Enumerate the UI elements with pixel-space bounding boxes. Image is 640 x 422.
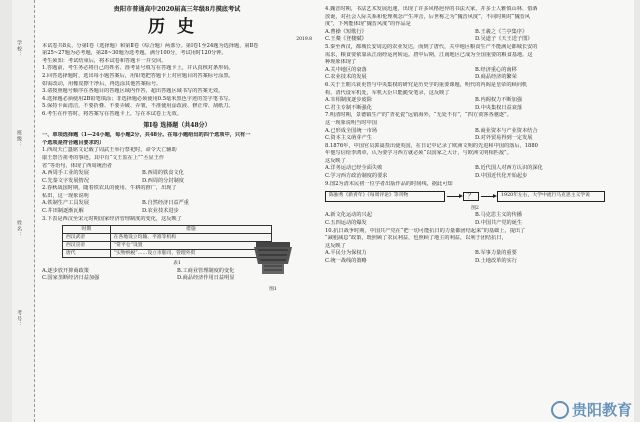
q8-stem: 这反映了 xyxy=(325,157,346,164)
timeline-diagram xyxy=(325,191,625,202)
q1-option-c[interactable]: C.先秦文字发展情况 xyxy=(42,177,89,184)
q8-options-row xyxy=(325,173,625,181)
q6-options-row xyxy=(325,97,625,105)
q1-stem: 康王祭告祖考的事迹。其中有“文王监在上”“丕显王作 xyxy=(42,154,165,161)
arrow-right-icon xyxy=(447,196,461,197)
q1-stem: 1.西周天亡簋铭文记载了周武王举行祭祀时，命令天亡辅助 xyxy=(42,147,177,154)
q10-options-row xyxy=(325,250,625,258)
q2-options-row xyxy=(42,200,242,208)
note-line: 2.回答选择题时，选出每小题答案后，用铅笔把答题卡上对应题目的答案标号涂黑。 xyxy=(42,72,234,79)
q5-stem: 5.秦至西汉，都城长安周边的农业发达，而到了唐代，关中地区粮食生产不能满足都城长安的 xyxy=(325,43,538,50)
margin-name: 姓名： xyxy=(16,220,22,238)
q6-stem: 6.关于王朝兴衰更替与中央集权的研究是历史学的重要课题，明代的内阁是皇帝的顾问机 xyxy=(325,81,528,88)
table-cell: 在各地设立均输、平准等机构 xyxy=(110,234,271,242)
q7-options-row xyxy=(325,128,625,136)
q4-option-d[interactable]: D.吴道子《天王送子图》 xyxy=(475,36,533,43)
q8-stem: 8.1876年，中国官员郭嵩焘出使英国，在日记中记录了欧洲文明的先进和中国的落后，1880 xyxy=(325,142,538,149)
q2-option-a[interactable]: A.铁制生产工具发展 xyxy=(42,200,89,207)
q9-option-b[interactable]: B.马克思主义的传播 xyxy=(475,212,522,219)
arrow-right-icon xyxy=(481,196,495,197)
q1-option-d[interactable]: D.西周的分封制度 xyxy=(142,177,184,184)
figure-caption: 图1 xyxy=(269,287,277,292)
q5-option-b[interactable]: B.经济重心的南移 xyxy=(475,66,517,73)
note-line: 3.请按照题号顺序在各题目的答题区域内作答，超出答题区域书写的答案无效。 xyxy=(42,88,224,95)
q10-stem: “减租减息”政策，既照顾了农民利益，也照顾了地主的利益，以利于团结抗日， xyxy=(325,235,507,242)
q7-option-d[interactable]: D.对外贸易得到一定发展 xyxy=(475,135,533,142)
q5-option-c[interactable]: C.农业技术的发展 xyxy=(325,74,367,81)
instruction-line: 一、单项选择题（1—24小题，每小题2分，共48分。在每小题给出的四个选项中，只有一 xyxy=(42,132,251,139)
q8-option-b[interactable]: B.近代国人对西方认识的深化 xyxy=(475,165,543,172)
q10-options-row xyxy=(325,258,625,266)
watermark xyxy=(551,399,632,420)
table-cell: 西汉武帝 xyxy=(63,234,111,242)
q1-option-a[interactable]: A.西周手工业的发展 xyxy=(42,170,89,177)
q4-option-a[interactable]: A.曹操《短歌行》 xyxy=(325,28,367,35)
q1-options-row xyxy=(42,170,242,178)
q2-option-c[interactable]: C.井田制逐渐瓦解 xyxy=(42,208,84,215)
q10-stem: 10.抗日战争时期，中国共产党在“把一切可能抗日的力量都团结起来”的基础上，提出了 xyxy=(325,227,526,234)
q3-option-a[interactable]: A.逐步放开抑商政策 xyxy=(42,267,89,274)
q3-option-b[interactable]: B.工商业管理制度的变化 xyxy=(177,267,235,274)
binding-margin xyxy=(12,0,35,422)
q8-option-d[interactable]: D.中国近代化开始起步 xyxy=(475,173,528,180)
q5-stem: 种现象体现了 xyxy=(325,59,357,66)
note-line: 1.答题前，考生务必将自己的姓名、准考证号填写在答题卡上，并认真核对条形码。 xyxy=(42,65,234,72)
table-cell: 西汉宣帝 xyxy=(63,242,111,250)
margin-class: 班级： xyxy=(16,130,22,148)
table-header: 时期 xyxy=(63,226,111,234)
table-row xyxy=(63,234,272,242)
bronze-vessel-icon xyxy=(248,238,298,282)
q7-option-b[interactable]: B.商业资本与产业资本结合 xyxy=(475,127,538,134)
q2-stem: 私田，这一现象说明 xyxy=(42,192,89,199)
q4-stem: 4.魏晋时期，书法艺术发展迅速，出现了许多风格迥异的书法大家，并多士人雅慎山林、借酒 xyxy=(325,6,538,12)
table-row xyxy=(63,250,272,258)
q8-option-c[interactable]: C.学习西方政治制度的要求 xyxy=(325,173,388,180)
q5-option-a[interactable]: A.关中地区的衰落 xyxy=(325,66,367,73)
table-header: 措施 xyxy=(110,226,271,234)
q4-options-row xyxy=(325,36,625,44)
note-line: 5.保持卡面清洁，不要折叠、不要弄破、弄皱，不准使用涂改液、修正带、刮纸刀。 xyxy=(42,103,234,110)
timeline-box-right: 1920年左右，大学中流行马克思主义学说 xyxy=(497,191,605,202)
watermark-text: 贵阳教育 xyxy=(571,401,632,419)
q5-option-d[interactable]: D.商品经济的繁荣 xyxy=(475,74,517,81)
q5-options-row xyxy=(325,74,625,82)
q10-option-a[interactable]: A.平民分为保权力 xyxy=(325,250,367,257)
q9-option-c[interactable]: C.五四运动的爆发 xyxy=(325,219,367,226)
q4-option-c[interactable]: C.王粲《登楼赋》 xyxy=(325,36,367,43)
intro-line: 考生须知：考试结束后，将本试卷和答题卡一并交回。 xyxy=(42,57,167,64)
q6-options-row xyxy=(325,105,625,113)
q2-options-row xyxy=(42,208,242,216)
q6-stem: 构，清代设军机处，军机大臣只能跪受笔录，这反映了 xyxy=(325,89,450,96)
q6-option-b[interactable]: B.内阁权力不断加强 xyxy=(475,97,522,104)
table-cell: “常平仓”设置 xyxy=(110,242,271,250)
q4-stem: 度”，下列能体现“魏晋风度”的作品是 xyxy=(325,21,411,28)
timeline-unknown: ？ xyxy=(463,192,479,202)
q10-stem: 这反映了 xyxy=(325,242,346,249)
q2-stem: 2.春秋战国时期，随着铁农具的使用、牛耕的推广，出现了 xyxy=(42,185,177,192)
margin-id: 考号： xyxy=(16,310,22,328)
q9-options-row xyxy=(325,220,625,228)
exam-title: 贵阳市普通高中2020届高三年级8月摸底考试 xyxy=(113,6,241,13)
instruction-line: 个选项是符合题目要求的） xyxy=(42,139,105,146)
q6-option-c[interactable]: C.君主专制不断强化 xyxy=(325,104,372,111)
q9-option-a[interactable]: A.新文化运动的兴起 xyxy=(325,212,372,219)
note-line: 如需改动，用橡皮擦干净后，再选涂其他答案标号。 xyxy=(42,80,162,87)
intro-line: 本试卷共8页，分第Ⅰ卷（选择题）和第Ⅱ卷（综合题）两部分。第Ⅰ卷1至24题为选择题，第Ⅱ卷 xyxy=(42,42,259,49)
subject-title: 历史 xyxy=(148,16,206,37)
q3-stem: 3.下表是西汉至宋元时期国家经济管理制度的变化，这反映了 xyxy=(42,215,182,222)
q1-options-row xyxy=(42,178,242,186)
q7-option-a[interactable]: A.已形成全国统一市场 xyxy=(325,127,378,134)
table-caption: 表1 xyxy=(173,261,181,267)
q4-stem: 放诞，对社会人际关系和伦理观念产生冲击，后世称之为“魏晋风度”，不同时期对“魏晋风 xyxy=(325,13,531,20)
q3-option-c[interactable]: C.国家垄断经济日益加强 xyxy=(42,275,100,282)
margin-school: 学校： xyxy=(16,40,22,58)
q2-option-b[interactable]: B.自然经济日益严重 xyxy=(142,200,189,207)
q7-options-row xyxy=(325,135,625,143)
table-cell: “实物纳税”……设立市舶司，管理外贸 xyxy=(110,250,271,258)
bronze-vessel-figure xyxy=(248,238,298,292)
section-heading: 第Ⅰ卷 选择题（共48分） xyxy=(143,121,211,129)
exam-date: 2019.8 xyxy=(296,36,312,42)
intro-line: 第25~27题为必考题，第28~30题为选考题。满分100分，考试用时120分钟。 xyxy=(42,50,227,57)
q7-stem: 这一现象说明当时中国 xyxy=(325,119,377,126)
q7-option-c[interactable]: C.资本主义萌芽产生 xyxy=(325,135,372,142)
q10-option-c[interactable]: C.统一战线的策略 xyxy=(325,257,367,264)
table-cell: 唐代 xyxy=(63,250,111,258)
q6-option-a[interactable]: A.宰相制度逐步废除 xyxy=(325,97,372,104)
right-column xyxy=(325,6,625,266)
q1-option-b[interactable]: B.西周的铁食文化 xyxy=(142,170,184,177)
q10-option-d[interactable]: D.土地改革的实行 xyxy=(475,257,517,264)
table-row xyxy=(63,242,272,250)
q3-table xyxy=(62,225,272,258)
q9-options-row xyxy=(325,212,625,220)
q5-stem: 需求，粮食要依靠从江南经运河转运。唐中后期，江南地区已成为全国重要的粮食基地。这 xyxy=(325,51,533,58)
q8-options-row xyxy=(325,165,625,173)
q8-option-a[interactable]: A.洋务运动已经全面失败 xyxy=(325,165,383,172)
timeline-box-left: 陈独秀《新青年》《每周评论》等刊物 xyxy=(325,191,445,202)
q9-option-d[interactable]: D.中国共产党的诞生 xyxy=(475,219,523,226)
q3-option-d[interactable]: D.商品经济作用日益明显 xyxy=(177,275,235,282)
note-line: 4.选择题必须使用2B铅笔填涂；非选择题必须使用0.5毫米黑色字迹的签字笔书写。 xyxy=(42,95,234,102)
q2-option-d[interactable]: D.农业技术进步 xyxy=(142,208,179,215)
q8-stem: 年他写信给李鸿章，认为要学习西方就必须“以国家之大计，与欧洲文明相匹敌”。 xyxy=(325,150,512,157)
q1-stem: 省”等语句，体现了西周统治者 xyxy=(42,162,113,169)
q9-stem: 9.图2为清末民初一位学者出版作品的时间线，据此可知 xyxy=(325,180,453,187)
q7-stem: 7.明清时期，景德镇生产的“青花瓷”远销海外，“无处不有”，“四方贾客各驰逐”。 xyxy=(325,112,512,119)
note-line: 6.考生在作答时，将答案写在答题卡上，写在本试卷上无效。 xyxy=(42,110,182,117)
q10-option-b[interactable]: B.军事力量的重要 xyxy=(475,250,517,257)
q4-option-b[interactable]: B.王羲之《兰亭集序》 xyxy=(475,28,528,35)
watermark-logo-icon xyxy=(551,401,569,419)
q6-option-d[interactable]: D.中央集权日益衰落 xyxy=(475,104,523,111)
timeline-caption: 图2 xyxy=(471,205,479,211)
